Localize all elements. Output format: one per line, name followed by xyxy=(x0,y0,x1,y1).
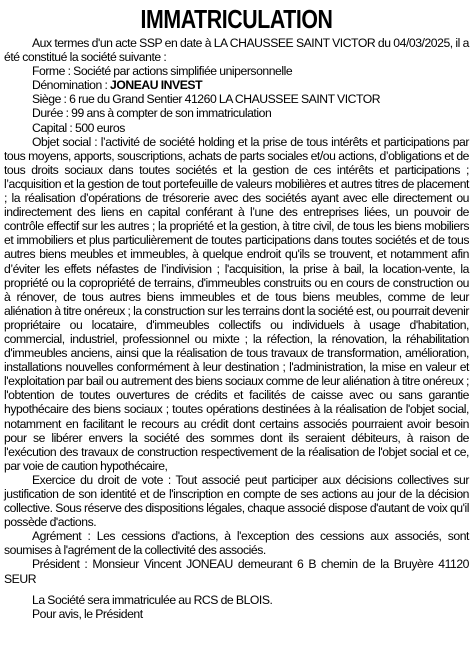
notice-body xyxy=(4,36,469,621)
denomination-line xyxy=(4,78,469,92)
capital-line: Capital : 500 euros xyxy=(32,120,125,135)
president-paragraph: Président : Monsieur Vincent JONEAU demeurant 6 B chemin de la Bruyère 41120 SEUR xyxy=(4,557,469,586)
vote-paragraph: Exercice du droit de vote : Tout associé peut participer aux décisions collectives sur justification de son identité et de l'inscription en compte de ses actions au jour de la décision collective. Sous réserve des dispositions légales, chaque associé dispose d'autant de voix qu'il possède d'actions. xyxy=(4,472,469,530)
siege-line: Siège : 6 rue du Grand Sentier 41260 LA CHAUSSEE SAINT VICTOR xyxy=(32,92,381,107)
denomination-label: Dénomination : xyxy=(32,78,111,93)
spacer xyxy=(4,586,469,593)
signature-line: Pour avis, le Président xyxy=(32,606,143,621)
duree-line: Durée : 99 ans à compter de son immatriculation xyxy=(32,106,272,121)
agrement-paragraph: Agrément : Les cessions d'actions, à l'exception des cessions aux associés, sont soumises à l'agrément de la collectivité des associés. xyxy=(4,529,469,558)
notice-title: IMMATRICULATION xyxy=(140,4,333,34)
objet-paragraph: Objet social : l’activité de société holding et la prise de tous intérêts et participations par tous moyens, apports, souscriptions, achats de parts sociales et/ou actions, d’obligations et de tous droits sociaux dans toutes sociétés et la gestion de ces intérêts et participations ; l’acquisition et la gestion de tout portefeuille de valeurs mobilières et autres titres de placement ; la réalisation d’opérations de trésorerie avec des sociétés ayant avec elle directement ou indirectement des liens en capital conférant à l’une des entreprises liées, un pouvoir de contrôle effectif sur les autres ; la propriété et la gestion, à titre civil, de tous les biens mobiliers et immobiliers et plus particulièrement de toutes participations dans toutes sociétés et de tous autres biens meubles et immeubles, à quelque endroit qu'ils se trouvent, et notamment afin d’éviter les effets néfastes de l’indivision ; l'acquisition, la prise à bail, la location-vente, la propriété ou la copropriété de terrains, d'immeubles construits ou en cours de construction ou à rénover, de tous autres biens immeubles et de tous biens meubles, comme de leur aliénation à titre onéreux ; la construction sur les terrains dont la société est, ou pourrait devenir propriétaire ou locataire, d'immeubles collectifs ou individuels à usage d'habitation, commercial, industriel, professionnel ou mixte ; la réfection, la rénovation, la réhabilitation d'immeubles anciens, ainsi que la réalisation de tous travaux de transformation, amélioration, installations nouvelles conformément à leur destination ; l'administration, la mise en valeur et l'exploitation par bail ou autrement des biens sociaux comme de leur aliénation à titre onéreux ; l'obtention de toutes ouvertures de crédits et facilités de caisse avec ou sans garantie hypothécaire des biens sociaux ; toutes opérations destinées à la réalisation de l'objet social, notamment en facilitant le recours au crédit dont certains associés pourraient avoir besoin pour se libérer envers la société des sommes dont ils seraient débiteurs, à raison de l'exécution des travaux de construction respectivement de la réalisation de l'objet social et ce, par voie de caution hypothécaire, xyxy=(4,134,469,473)
forme-line: Forme : Société par actions simplifiée unipersonnelle xyxy=(32,64,293,79)
intro-paragraph: Aux termes d'un acte SSP en date à LA CHAUSSEE SAINT VICTOR du 04/03/2025, il a été constitué la société suivante : xyxy=(4,36,469,65)
denomination-value: JONEAU INVEST xyxy=(110,78,203,93)
rcs-line: La Société sera immatriculée au RCS de BLOIS. xyxy=(32,592,273,607)
